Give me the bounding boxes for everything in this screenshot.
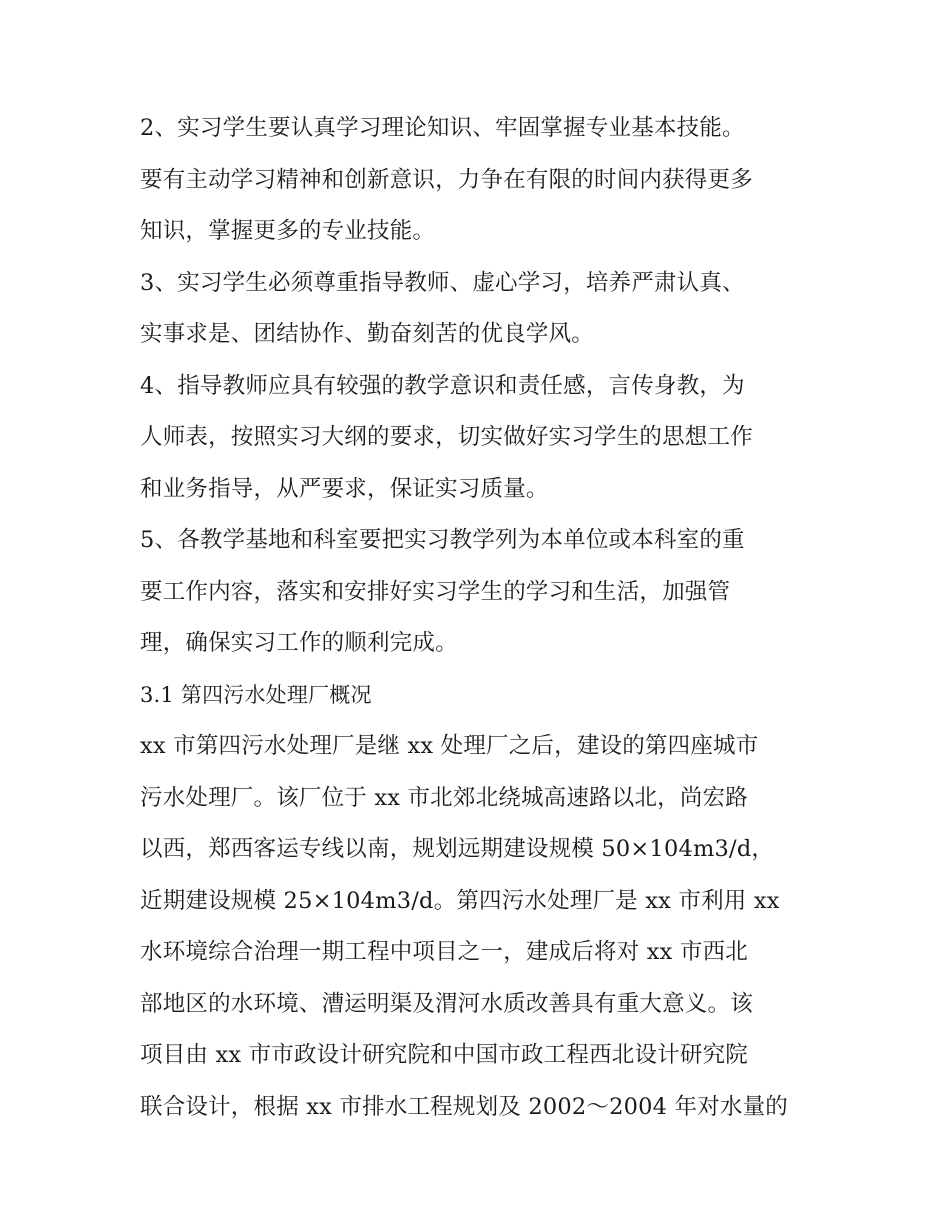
text-line: xx 市第四污水处理厂是继 xx 处理厂之后，建设的第四座城市 — [140, 733, 759, 759]
text-line: 要有主动学习精神和创新意识，力争在有限的时间内获得更多 — [140, 166, 753, 193]
section-heading: 3.1 第四污水处理厂概况 — [140, 682, 372, 707]
text-line: 理，确保实习工作的顺利完成。 — [140, 630, 458, 656]
text-line: 部地区的水环境、漕运明渠及渭河水质改善具有重大意义。该 — [140, 990, 753, 1017]
text-line: 4、指导教师应具有较强的教学意识和责任感，言传身教，为 — [140, 372, 745, 399]
text-line: 5、各教学基地和科室要把实习教学列为本单位或本科室的重 — [140, 527, 745, 553]
text-line: 和业务指导，从严要求，保证实习质量。 — [140, 475, 549, 502]
text-line: 2、实习学生要认真学习理论知识、牢固掌握专业基本技能。 — [140, 115, 745, 141]
text-line: 水环境综合治理一期工程中项目之一，建成后将对 xx 市西北 — [140, 939, 748, 965]
text-line: 以西，郑西客运专线以南，规划远期建设规模 50×104m3/d， — [140, 836, 775, 862]
text-line: 实事求是、团结协作、勤奋刻苦的优良学风。 — [140, 321, 595, 347]
text-line: 知识，掌握更多的专业技能。 — [140, 218, 436, 244]
text-line: 联合设计，根据 xx 市排水工程规划及 2002～2004 年对水量的 — [140, 1093, 789, 1120]
document-page — [140, 103, 820, 1133]
text-line: 污水处理厂。该厂位于 xx 市北郊北绕城高速路以北，尚宏路 — [140, 784, 748, 811]
text-line: 项目由 xx 市市政设计研究院和中国市政工程西北设计研究院 — [140, 1042, 748, 1068]
text-line: 3、实习学生必须尊重指导教师、虚心学习，培养严肃认真、 — [140, 269, 745, 296]
text-line: 人师表，按照实习大纲的要求，切实做好实习学生的思想工作 — [140, 424, 753, 450]
text-line: 近期建设规模 25×104m3/d。第四污水处理厂是 xx 市利用 xx — [140, 887, 780, 914]
text-line: 要工作内容，落实和安排好实习学生的学习和生活，加强管 — [140, 578, 731, 605]
